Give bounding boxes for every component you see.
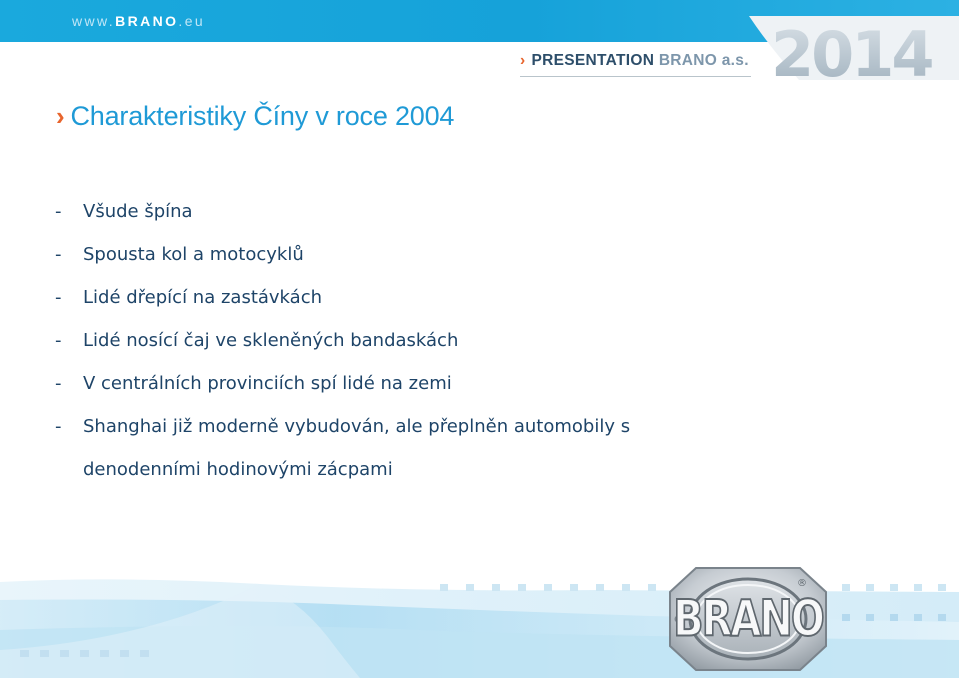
year-text: 2014 — [771, 18, 932, 80]
list-item: - Všude špína — [55, 201, 193, 222]
list-item: - Lidé nosící čaj ve skleněných bandaskách — [55, 330, 459, 351]
year-watermark — [749, 16, 959, 80]
slide-title: › Charakteristiky Číny v roce 2004 — [56, 101, 455, 131]
presentation-tag: › PRESENTATION BRANO a.s. — [520, 52, 751, 77]
bullet-list — [55, 190, 755, 491]
logo-text: BRANO — [673, 589, 823, 648]
registered-mark: ® — [797, 578, 807, 589]
website-url: www.BRANO.eu — [72, 13, 206, 29]
list-item: - V centrálních provinciích spí lidé na zemi — [55, 373, 452, 394]
list-item: - Lidé dřepící na zastávkách — [55, 287, 323, 308]
brano-logo — [666, 562, 830, 676]
list-item: - Spousta kol a motocyklů — [55, 244, 304, 265]
chevron-icon: › — [520, 52, 526, 69]
chevron-icon: › — [56, 101, 65, 131]
list-item: - Shanghai již moderně vybudován, ale přeplněn automobily s denodenními hodinovými zácpami — [55, 416, 631, 480]
